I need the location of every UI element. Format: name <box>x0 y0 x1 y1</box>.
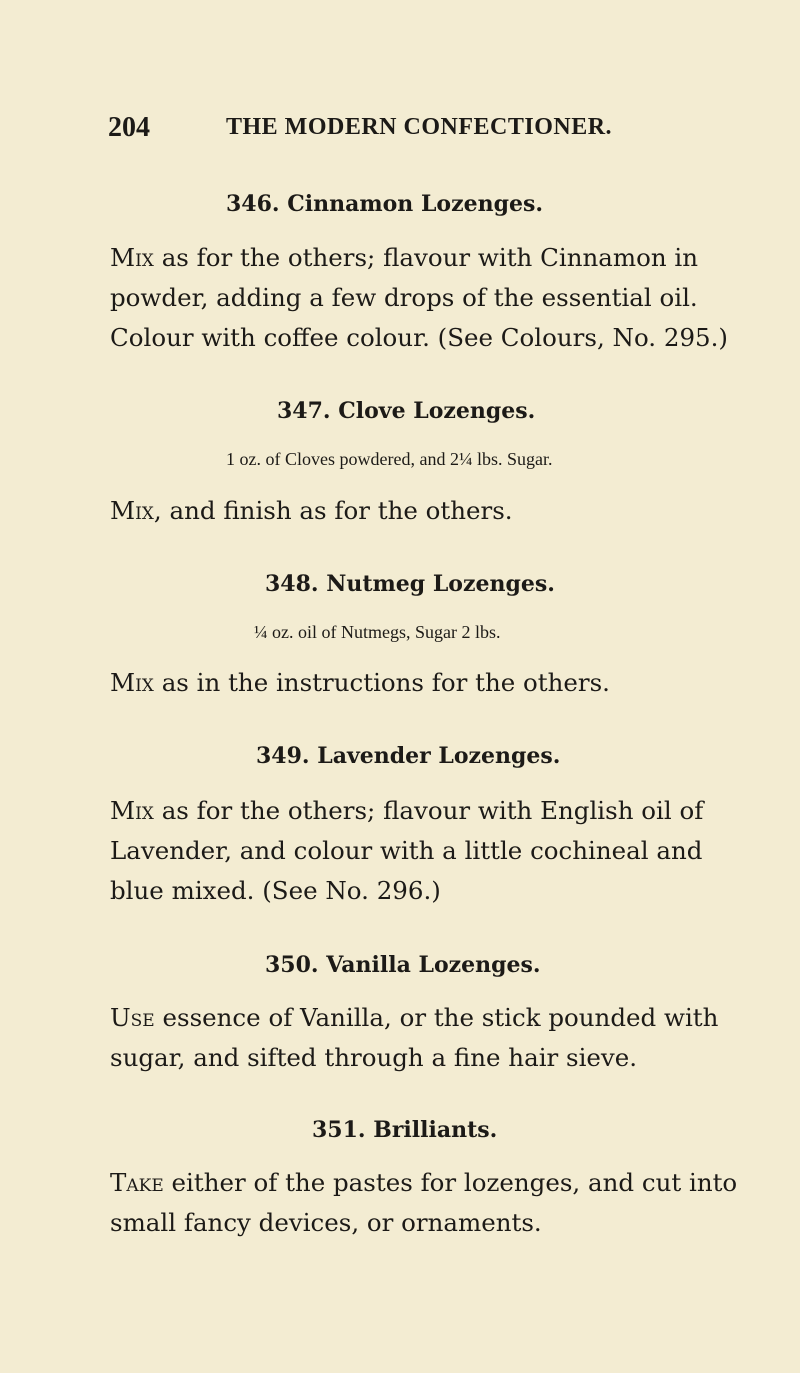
recipe-title-347: 347. Clove Lozenges. <box>277 398 536 424</box>
page-number: 204 <box>108 112 150 143</box>
recipe-349-line-1 <box>110 796 703 825</box>
recipe-348-line-1 <box>110 668 610 697</box>
recipe-347-ingredients: 1 oz. of Cloves powdered, and 2¼ lbs. Sugar. <box>226 449 553 469</box>
recipe-346-line-1 <box>110 243 698 272</box>
recipe-title-348: 348. Nutmeg Lozenges. <box>265 571 555 597</box>
recipe-351-line-2: small fancy devices, or ornaments. <box>110 1208 542 1237</box>
line-text: essence of Vanilla, or the stick pounded with <box>154 1003 719 1032</box>
lead-word: Take <box>110 1168 164 1197</box>
recipe-title-350: 350. Vanilla Lozenges. <box>265 952 541 978</box>
lead-word: Use <box>110 1003 155 1032</box>
recipe-350-line-2: sugar, and sifted through a fine hair sieve. <box>110 1043 638 1072</box>
recipe-title-351: 351. Brilliants. <box>312 1117 498 1143</box>
page-header <box>108 112 728 146</box>
recipe-348-ingredients: ¼ oz. oil of Nutmegs, Sugar 2 lbs. <box>254 622 501 642</box>
lead-word: Mix <box>110 668 154 697</box>
line-text: either of the pastes for lozenges, and cut into <box>163 1168 738 1197</box>
running-head: THE MODERN CONFECTIONER. <box>226 114 613 140</box>
recipe-349-line-2: Lavender, and colour with a little cochineal and <box>110 836 703 865</box>
lead-word: Mix <box>110 243 154 272</box>
lead-word: Mix <box>110 496 154 525</box>
line-text: , and finish as for the others. <box>153 496 513 525</box>
recipe-351-line-1 <box>110 1168 737 1197</box>
lead-word: Mix <box>110 796 154 825</box>
recipe-349-line-3: blue mixed. (See No. 296.) <box>110 876 441 905</box>
line-text: as in the instructions for the others. <box>153 668 610 697</box>
recipe-350-line-1 <box>110 1003 718 1032</box>
recipe-title-346: 346. Cinnamon Lozenges. <box>226 191 544 217</box>
recipe-346-line-2: powder, adding a few drops of the essential oil. <box>110 283 698 312</box>
recipe-346-line-3: Colour with coffee colour. (See Colours, No. 295.) <box>110 323 728 352</box>
recipe-title-349: 349. Lavender Lozenges. <box>256 743 561 769</box>
line-text: as for the others; flavour with English oil of <box>153 796 704 825</box>
line-text: as for the others; flavour with Cinnamon in <box>153 243 699 272</box>
recipe-347-line-1 <box>110 496 513 525</box>
